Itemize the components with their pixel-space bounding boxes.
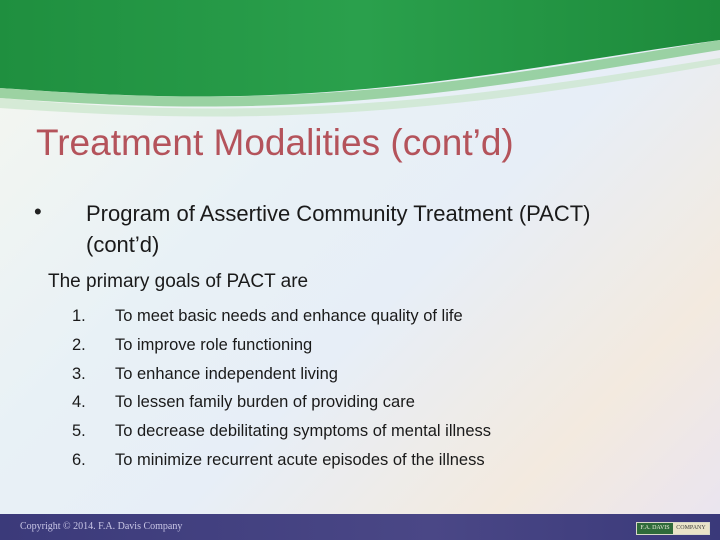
list-item-text: To minimize recurrent acute episodes of the illness: [115, 450, 485, 469]
list-item: [72, 331, 632, 360]
header-wave-graphic: [0, 0, 720, 120]
goals-intro: The primary goals of PACT are: [48, 271, 309, 292]
list-item-number: 1.: [72, 307, 86, 325]
list-item-number: 4.: [72, 393, 86, 412]
footer-band: [0, 514, 720, 540]
list-item-number: 2.: [72, 335, 86, 354]
copyright-text: Copyright © 2014. F.A. Davis Company: [20, 521, 183, 532]
publisher-logo: [636, 522, 710, 535]
logo-right-text: COMPANY: [673, 523, 709, 534]
list-item-text: To meet basic needs and enhance quality of life: [115, 307, 463, 325]
bullet-text: Program of Assertive Community Treatment (PACT) (cont’d): [86, 201, 591, 257]
list-item: [72, 388, 632, 417]
list-item: [72, 446, 632, 475]
goals-list: [72, 302, 632, 475]
list-item-text: To improve role functioning: [115, 335, 313, 354]
logo-left-text: F.A. DAVIS: [637, 523, 673, 534]
list-item-number: 5.: [72, 422, 86, 441]
slide-title: Treatment Modalities (cont’d): [36, 122, 514, 163]
list-item-number: 6.: [72, 450, 86, 469]
list-item-text: To lessen family burden of providing care: [115, 393, 415, 412]
list-item-text: To enhance independent living: [115, 364, 338, 383]
list-item: [72, 360, 632, 389]
bullet-marker: •: [34, 199, 42, 224]
list-item-number: 3.: [72, 364, 86, 383]
list-item: [72, 302, 632, 331]
list-item: [72, 417, 632, 446]
list-item-text: To decrease debilitating symptoms of mental illness: [115, 422, 492, 441]
